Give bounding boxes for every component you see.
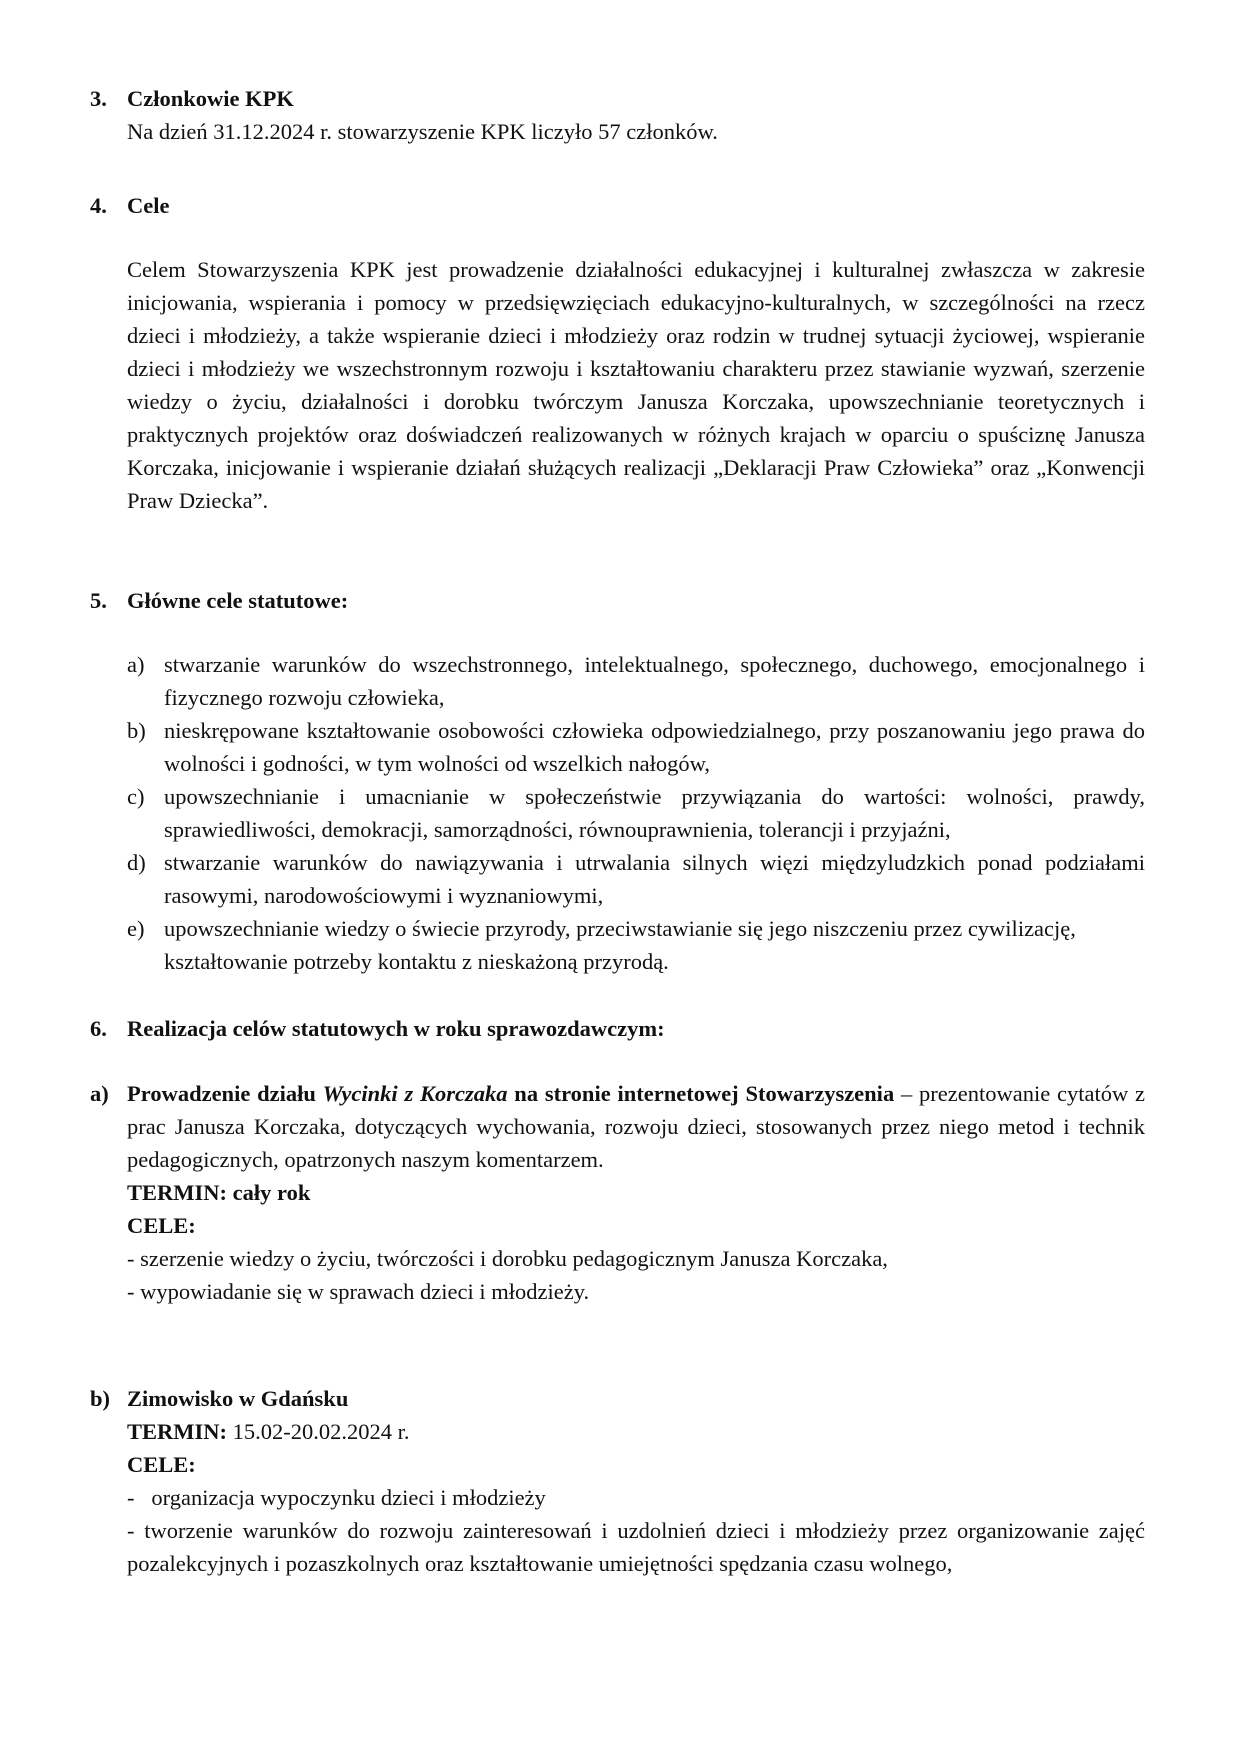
list-text: upowszechnianie wiedzy o świecie przyrody, przeciwstawianie się jego niszczeniu przez cywilizację, kształtowanie potrzeby kontaktu z nieskażoną przyrodą. bbox=[164, 916, 1076, 974]
list-item bbox=[127, 714, 1145, 780]
section-4-paragraph: Celem Stowarzyszenia KPK jest prowadzenie działalności edukacyjnej i kulturalnej zwłaszcza w zakresie inicjowania, wspierania i pomocy w przedsięwzięciach edukacyjno-kulturalnych, w szczególności na rzecz dzieci i młodzieży, a także wspieranie dzieci i młodzieży oraz rodzin w trudnej sytuacji życiowej, wspieranie dzieci i młodzieży we wszechstronnym rozwoju i kształtowaniu charakteru przez stawianie wyzwań, szerzenie wiedzy o życiu, działalności i dorobku twórczym Janusza Korczaka, upowszechnianie teoretycznych i praktycznych projektów oraz doświadczeń realizowanych w różnych krajach w oparciu o spuściznę Janusza Korczaka, inicjowanie i wspieranie działań służących realizacji „Deklaracji Praw Człowieka” oraz „Konwencji Praw Dziecka”. bbox=[127, 257, 1145, 513]
list-item bbox=[127, 846, 1145, 912]
activity-cel: - wypowiadanie się w sprawach dzieci i młodzieży. bbox=[127, 1279, 590, 1304]
section-number: 3. bbox=[90, 86, 107, 111]
activity-a bbox=[90, 1077, 1145, 1308]
section-3 bbox=[90, 82, 1145, 148]
activity-cele-label: CELE: bbox=[127, 1213, 196, 1238]
list-item bbox=[127, 780, 1145, 846]
list-item bbox=[127, 648, 1145, 714]
activity-termin: TERMIN: cały rok bbox=[127, 1180, 311, 1205]
list-letter: e) bbox=[127, 916, 145, 941]
activity-title-pre: Prowadzenie działu bbox=[127, 1081, 323, 1106]
list-letter: b) bbox=[127, 718, 146, 743]
list-text: nieskrępowane kształtowanie osobowości człowieka odpowiedzialnego, przy poszanowaniu jego prawa do wolności i godności, w tym wolności od wszelkich nałogów, bbox=[164, 718, 1145, 776]
section-title: Cele bbox=[127, 193, 170, 218]
activity-letter: b) bbox=[90, 1386, 111, 1411]
activity-title: Zimowisko w Gdańsku bbox=[127, 1386, 349, 1411]
activity-cele-label: CELE: bbox=[127, 1452, 196, 1477]
section-title: Członkowie KPK bbox=[127, 86, 294, 111]
list-letter: c) bbox=[127, 784, 145, 809]
activity-cel: - szerzenie wiedzy o życiu, twórczości i dorobku pedagogicznym Janusza Korczaka, bbox=[127, 1246, 888, 1271]
activity-title-italic: Wycinki z Korczaka bbox=[322, 1081, 508, 1106]
list-text: stwarzanie warunków do nawiązywania i utrwalania silnych więzi międzyludzkich ponad podziałami rasowymi, narodowościowymi i wyznaniowymi, bbox=[164, 850, 1145, 908]
section-number: 5. bbox=[90, 588, 107, 613]
section-4 bbox=[90, 189, 1145, 222]
section-title: Realizacja celów statutowych w roku sprawozdawczym: bbox=[127, 1016, 665, 1041]
section-title: Główne cele statutowe: bbox=[127, 588, 349, 613]
activity-description bbox=[127, 1077, 1145, 1176]
activity-termin bbox=[127, 1415, 1145, 1448]
activity-termin-label: TERMIN: bbox=[127, 1419, 227, 1444]
list-text: stwarzanie warunków do wszechstronnego, intelektualnego, społecznego, duchowego, emocjonalnego i fizycznego rozwoju człowieka, bbox=[164, 652, 1145, 710]
activity-termin-value: 15.02-20.02.2024 r. bbox=[227, 1419, 410, 1444]
activity-text: – prezentowanie cytatów z prac Janusza Korczaka, dotyczących wychowania, rozwoju dzieci, stosowanych przez niego metod i technik pedagogicznych, opatrzonych naszym komentarzem. bbox=[127, 1081, 1145, 1172]
list-item bbox=[127, 912, 1145, 978]
activity-cel: - organizacja wypoczynku dzieci i młodzieży bbox=[127, 1485, 546, 1510]
list-text: upowszechnianie i umacnianie w społeczeństwie przywiązania do wartości: wolności, prawdy, sprawiedliwości, demokracji, samorządności, równouprawnienia, tolerancji i przyjaźni, bbox=[164, 784, 1145, 842]
section-5 bbox=[90, 584, 1145, 617]
section-text: Na dzień 31.12.2024 r. stowarzyszenie KPK liczyło 57 członków. bbox=[127, 119, 718, 144]
activity-cel: - tworzenie warunków do rozwoju zainteresowań i uzdolnień dzieci i młodzieży przez organizowanie zajęć pozalekcyjnych i pozaszkolnych oraz kształtowanie umiejętności spędzania czasu wolnego, bbox=[127, 1518, 1145, 1576]
activity-title-post: na stronie internetowej Stowarzyszenia bbox=[507, 1081, 895, 1106]
section-number: 6. bbox=[90, 1016, 107, 1041]
list-letter: a) bbox=[127, 652, 145, 677]
activity-letter: a) bbox=[90, 1081, 109, 1106]
section-6 bbox=[90, 1012, 1145, 1045]
activity-b bbox=[90, 1382, 1145, 1514]
list-letter: d) bbox=[127, 850, 146, 875]
section-number: 4. bbox=[90, 193, 107, 218]
